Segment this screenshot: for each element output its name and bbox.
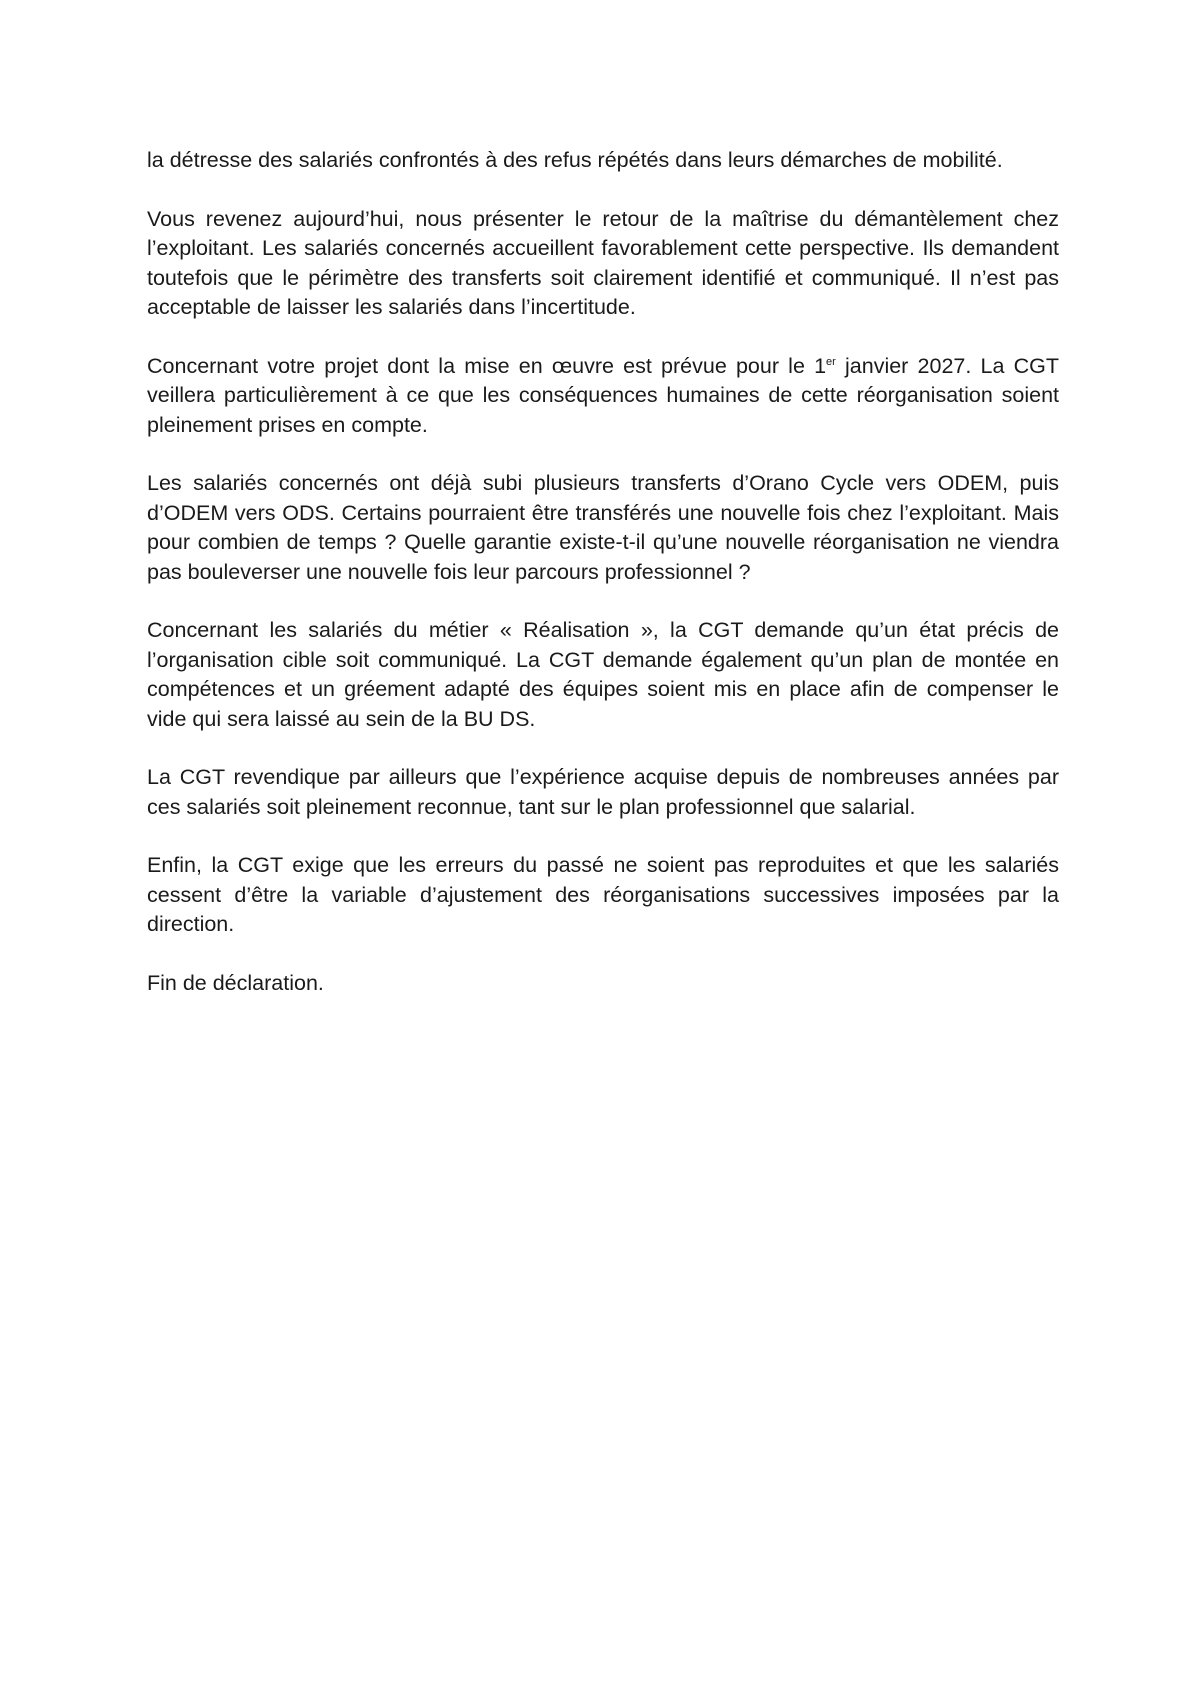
paragraph-dismantling-control: Vous revenez aujourd’hui, nous présenter le retour de la maîtrise du démantèlement chez l’exploitant. Les salariés concernés accueillent favorablement cette perspective. Ils demandent toutefois que le périmètre des transferts soit clairement identifié et communiqué. Il n’est pas acceptable de laisser les salariés dans l’incertitude. xyxy=(147,206,1059,319)
ordinal-superscript: er xyxy=(826,355,836,368)
paragraph-realisation: Concernant les salariés du métier « Réalisation », la CGT demande qu’un état précis de l’organisation cible soit communiqué. La CGT demande également qu’un plan de montée en compétences et un gréement adapté des équipes soient mis en place afin de compenser le vide qui sera laissé au sein de la BU DS. xyxy=(147,618,1059,731)
paragraph-project-date-before: Concernant votre projet dont la mise en œuvre est prévue pour le 1 xyxy=(147,353,827,378)
paragraph-transfers: Les salariés concernés ont déjà subi plusieurs transferts d’Orano Cycle vers ODEM, puis d’ODEM vers ODS. Certains pourraient être transférés une nouvelle fois chez l’exploitant. Mais pour combien de temps ? Quelle garantie existe-t-il qu’une nouvelle réorganisation ne viendra pas bouleverser une nouvelle fois leur parcours professionnel ? xyxy=(147,471,1059,584)
paragraph-conclusion: Enfin, la CGT exige que les erreurs du passé ne soient pas reproduites et que les salariés cessent d’être la variable d’ajustement des réorganisations successives imposées par la direction. xyxy=(147,853,1059,936)
paragraph-project-date-after: janvier 2027. La CGT veillera particulièrement à ce que les conséquences humaines de cette réorganisation soient pleinement prises en compte. xyxy=(147,353,1059,437)
paragraph-recognition: La CGT revendique par ailleurs que l’expérience acquise depuis de nombreuses années par ces salariés soit pleinement reconnue, tant sur le plan professionnel que salarial. xyxy=(147,765,1059,819)
paragraph-mobility-distress: la détresse des salariés confrontés à des refus répétés dans leurs démarches de mobilité. xyxy=(147,148,1003,172)
document-body xyxy=(147,146,1059,1027)
paragraph-project-date xyxy=(147,352,1059,441)
paragraph-end-declaration: Fin de déclaration. xyxy=(147,970,324,995)
